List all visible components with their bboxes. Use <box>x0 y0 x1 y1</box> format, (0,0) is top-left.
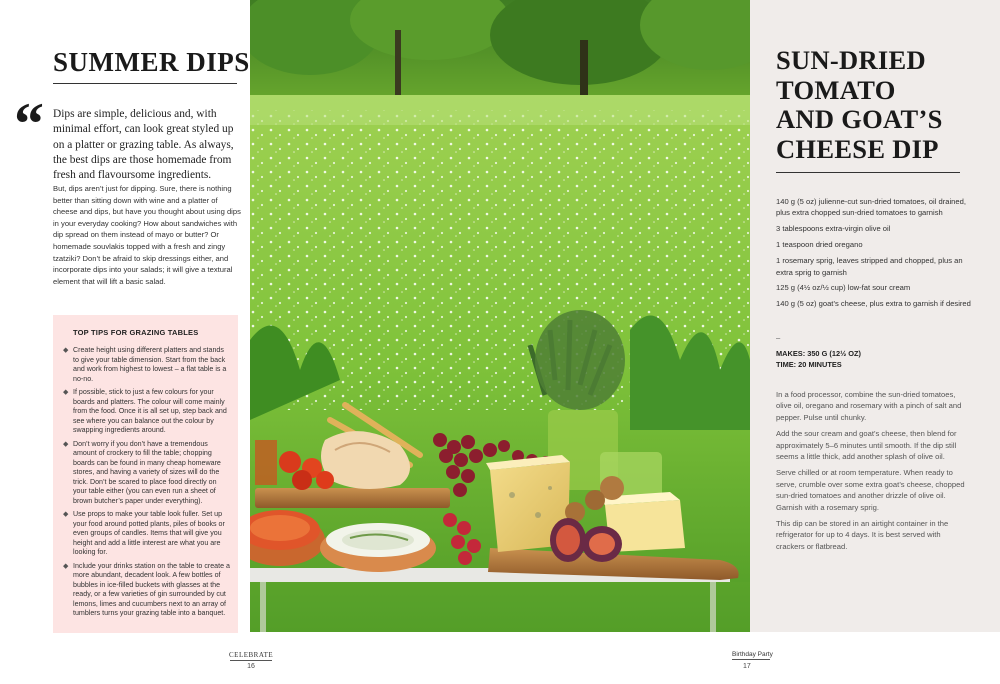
tip-item <box>63 562 230 619</box>
page-title: SUMMER DIPS <box>53 47 250 77</box>
folio-divider <box>230 660 272 661</box>
method-steps <box>776 389 971 557</box>
method-step: This dip can be stored in an airtight container in the refrigerator for up to 4 days. It is best served with crackers or flatbread. <box>776 519 949 551</box>
diamond-bullet-icon: ◆ <box>63 511 69 518</box>
ingredient-item: 140 g (5 oz) julienne-cut sun-dried tomatoes, oil drained, plus extra chopped sun-dried tomatoes to garnish <box>776 197 966 218</box>
folio-right <box>732 651 776 670</box>
photo-illustration <box>250 0 750 632</box>
tip-text: If possible, stick to just a few colours for your boards and platters. The colour will come mainly from the food. Once it is all set up, step back and see where you can balance out the colour by swapping ingredients around. <box>73 388 227 434</box>
pull-quote: Dips are simple, delicious and, with minimal effort, can look great styled up on a platter or grazing table. As always, the best dips are those homemade from fresh and flavoursome ingredients. <box>53 108 234 182</box>
tips-box <box>53 315 238 633</box>
tip-item <box>63 510 230 558</box>
ingredients-list <box>776 196 971 314</box>
recipe-title-line: CHEESE DIP <box>776 133 939 164</box>
tip-item <box>63 346 230 384</box>
ingredient-item: 1 teaspoon dried oregano <box>776 240 863 250</box>
tips-list <box>63 346 230 619</box>
method-step: Serve chilled or at room temperature. When ready to serve, crumble over some extra goat’s cheese, chopped sun-dried tomatoes and another drizzle of olive oil. Garnish with a rosemary sprig. <box>776 468 965 512</box>
tip-text: Include your drinks station on the table to create a more abundant, decadent look. A few bottles of bubbles in ice-filled buckets with glasses at the ready, or a few varieties of gin surrounded by cut lemons, limes and cucumbers next to an array of tumblers turns your grazing table into a banquet. <box>73 561 230 617</box>
recipe-meta <box>776 348 861 370</box>
folio-left <box>229 651 273 670</box>
grazing-table-photo <box>250 0 750 632</box>
tip-text: Don’t worry if you don’t have a tremendous amount of crockery to fill the table; chopping boards can be found in many cheap homeware stores, and having a variety of sizes will do the trick. Don’t be scared to place food directly on your table either (you can even run a sheet of brown butcher’s paper under everything). <box>73 439 221 505</box>
intro-paragraph: But, dips aren’t just for dipping. Sure, there is nothing better than sitting down with wine and a platter of cheese and dips, but have you thought about using dips in your everyday cooking? How about sandwiches with dip spread on them instead of mayo or butter? Or homemade souvlakis topped with a fresh and zingy tzatziki? Don’t be afraid to skip dressings either, and incorporate dips into your salads; it will give a textural element that will lift a basic salad. <box>53 184 241 286</box>
method-step: Add the sour cream and goat’s cheese, then blend for approximately 5–6 minutes until smooth. If the dip still seems a little thick, add another splash of olive oil. <box>776 429 957 462</box>
recipe-title-divider <box>776 172 960 173</box>
tip-item <box>63 388 230 436</box>
ingredient-item: 140 g (5 oz) goat’s cheese, plus extra to garnish if desired <box>776 299 971 309</box>
diamond-bullet-icon: ◆ <box>63 440 69 448</box>
diamond-bullet-icon: ◆ <box>63 562 69 570</box>
folio-section: Birthday Party <box>732 651 773 658</box>
page-number: 17 <box>743 663 751 670</box>
folio-section: CELEBRATE <box>229 651 274 659</box>
diamond-bullet-icon: ◆ <box>63 389 69 396</box>
ingredient-item: 3 tablespoons extra-virgin olive oil <box>776 224 891 234</box>
tip-text: Use props to make your table look fuller. Set up your food around potted plants, piles of books or even groups of candles. Items that will give you height and add a little interest are what you are looking for. <box>73 510 225 556</box>
time-label: TIME: 20 MINUTES <box>776 360 842 369</box>
recipe-title-line: TOMATO <box>776 74 896 105</box>
folio-divider <box>732 659 770 660</box>
recipe-title-line: SUN-DRIED <box>776 45 926 75</box>
recipe-title <box>776 46 943 164</box>
ingredient-item: 125 g (4½ oz/½ cup) low-fat sour cream <box>776 283 911 293</box>
ingredient-item: 1 rosemary sprig, leaves stripped and chopped, plus an extra sprig to garnish <box>776 256 963 277</box>
right-page <box>750 0 1000 632</box>
page-number: 16 <box>247 663 255 670</box>
method-step: In a food processor, combine the sun-dried tomatoes, olive oil, oregano and rosemary with a pinch of salt and pepper. Pulse until chunky. <box>776 390 962 422</box>
left-page <box>0 0 250 684</box>
title-divider <box>53 83 237 84</box>
tip-text: Create height using different platters and stands to give your table dimension. Start from the back and work from highest to lowest – a flat table is a no-no. <box>73 346 227 383</box>
makes-label: MAKES: 350 G (12½ OZ) <box>776 349 862 358</box>
recipe-title-line: AND GOAT’S <box>776 104 943 134</box>
tip-item <box>63 440 230 507</box>
section-dash: – <box>776 333 781 342</box>
diamond-bullet-icon: ◆ <box>63 347 69 354</box>
quote-mark-icon: “ <box>14 91 44 157</box>
tips-title: TOP TIPS FOR GRAZING TABLES <box>73 328 199 337</box>
